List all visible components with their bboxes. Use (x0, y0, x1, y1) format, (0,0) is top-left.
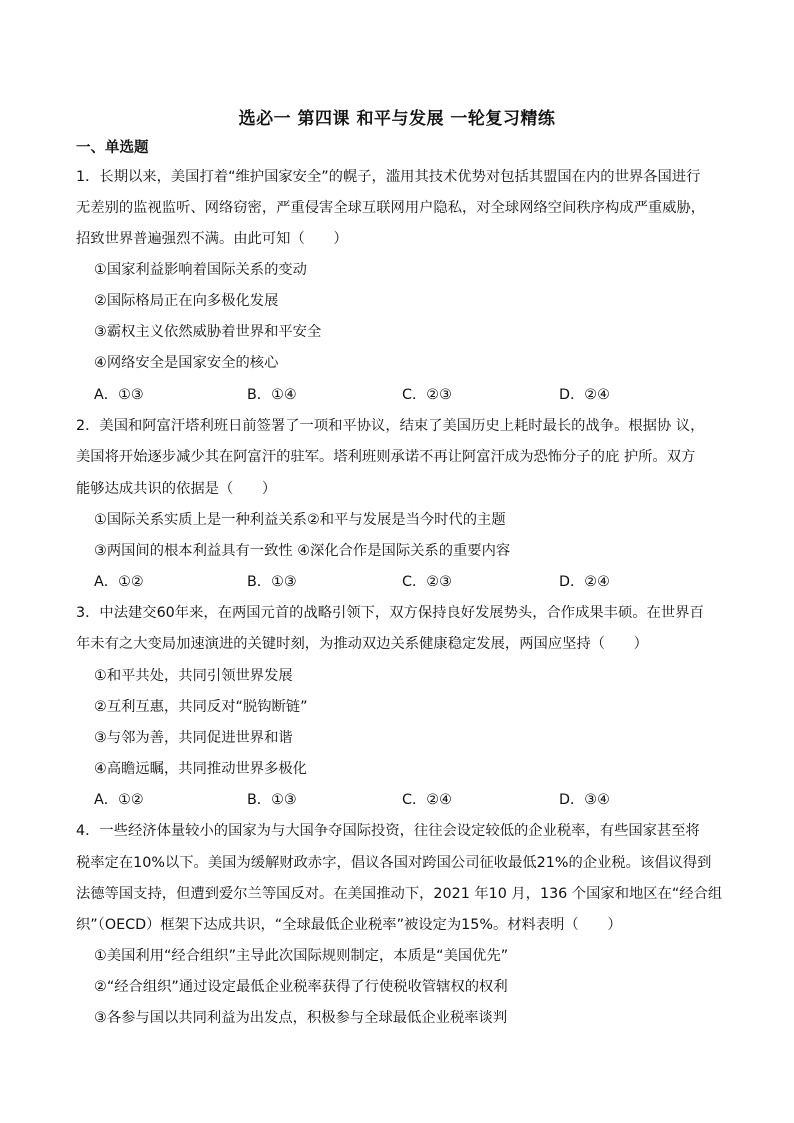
question-line: 年未有之大变局加速演进的关键时刻，为推动双边关系健康稳定发展，两国应坚持（ ） (76, 636, 648, 652)
answer-choice-c: C．②③ (402, 387, 452, 403)
statement-option: ③各参与国以共同利益为出发点，积极参与全球最低企业税率谈判 (94, 1010, 508, 1026)
answer-choice-a: A．①② (94, 574, 144, 590)
answer-choice-b: B．①③ (247, 792, 297, 808)
statement-option: ④网络安全是国家安全的核心 (94, 355, 279, 371)
answer-choice-d: D．③④ (559, 792, 610, 808)
question-line: 1．长期以来，美国打着“维护国家安全”的幌子，滥用其技术优势对包括其盟国在内的世界各国进行 (76, 169, 701, 185)
statement-option: ①和平共处，共同引领世界发展 (94, 668, 293, 684)
statement-option: ③两国间的根本利益具有一致性 ④深化合作是国际关系的重要内容 (94, 543, 511, 559)
answer-choice-b: B．①④ (247, 387, 297, 403)
answer-choice-c: C．②④ (402, 792, 452, 808)
statement-option: ①国际关系实质上是一种利益关系②和平与发展是当今时代的主题 (94, 512, 506, 528)
question-line: 招致世界普遍强烈不满。由此可知（ ） (76, 231, 348, 247)
section-heading: 一、单选题 (76, 140, 149, 156)
statement-option: ②国际格局正在向多极化发展 (94, 293, 279, 309)
statement-option: ③霸权主义依然威胁着世界和平安全 (94, 324, 322, 340)
question-line: 4．一些经济体量较小的国家为与大国争夺国际投资，往往会设定较低的企业税率，有些国家甚至将 (76, 823, 700, 839)
statement-option: ②互利互惠，共同反对“脱钩断链” (94, 699, 308, 715)
question-line: 织”（OECD）框架下达成共识，“全球最低企业税率”被设定为15%。材料表明（ ） (76, 917, 622, 933)
statement-option: ①美国利用“经合组织”主导此次国际规则制定，本质是“美国优先” (94, 948, 509, 964)
statement-option: ①国家利益影响着国际关系的变动 (94, 262, 307, 278)
question-line: 能够达成共识的依据是（ ） (76, 481, 277, 497)
question-line: 法德等国支持，但遭到爱尔兰等国反对。在美国推动下，2021 年10 月，136 个国家和地区在“经合组 (76, 886, 723, 902)
answer-choice-d: D．②④ (559, 574, 610, 590)
question-line: 2．美国和阿富汗塔利班日前签署了一项和平协议，结束了美国历史上耗时最长的战争。根据协 议， (76, 418, 705, 434)
answer-choice-c: C．②③ (402, 574, 452, 590)
statement-option: ④高瞻远瞩，共同推动世界多极化 (94, 761, 307, 777)
question-line: 美国将开始逐步减少其在阿富汗的驻军。塔利班则承诺不再让阿富汗成为恐怖分子的庇 护所。双方 (76, 449, 696, 465)
answer-choice-a: A．①② (94, 792, 144, 808)
question-line: 无差别的监视监听、网络窃密，严重侵害全球互联网用户隐私，对全球网络空间秩序构成严重威胁， (76, 200, 706, 216)
answer-choice-d: D．②④ (559, 387, 610, 403)
answer-choice-a: A．①③ (94, 387, 144, 403)
question-line: 3．中法建交60年来，在两国元首的战略引领下，双方保持良好发展势头，合作成果丰硕。在世界百 (76, 605, 704, 621)
answer-choice-b: B．①③ (247, 574, 297, 590)
question-line: 税率定在10%以下。美国为缓解财政赤字，倡议各国对跨国公司征收最低21%的企业税。该倡议得到 (76, 855, 712, 871)
page-title: 选必一 第四课 和平与发展 一轮复习精练 (238, 109, 556, 129)
statement-option: ③与邻为善，共同促进世界和谐 (94, 730, 293, 746)
statement-option: ②“经合组织”通过设定最低企业税率获得了行使税收管辖权的权利 (94, 979, 508, 995)
